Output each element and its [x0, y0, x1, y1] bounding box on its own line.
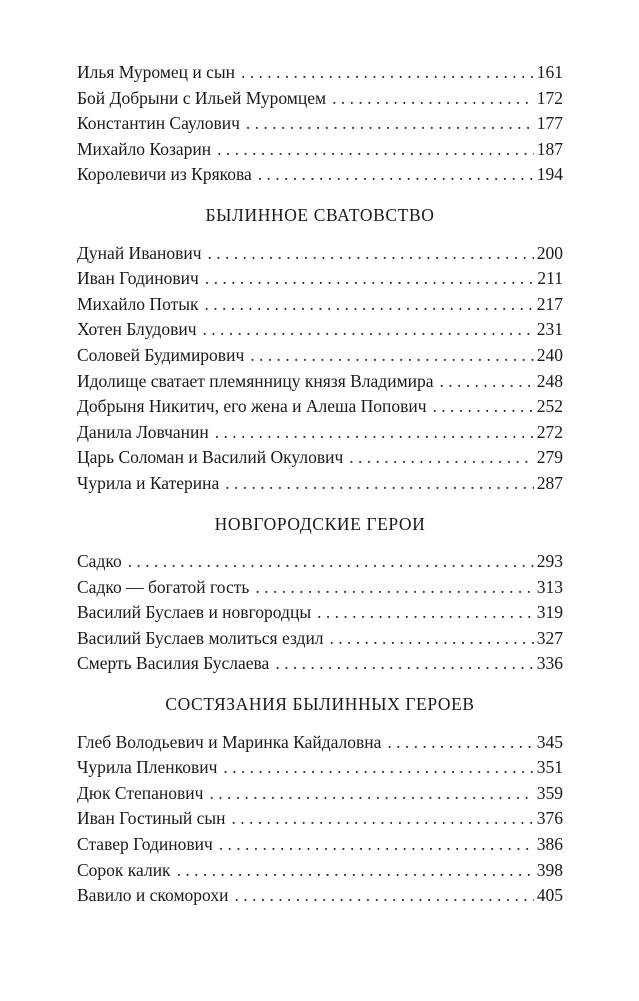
toc-entry-title: Илья Муромец и сын [77, 62, 236, 82]
dot-leader [217, 137, 534, 163]
toc-entry-title: Идолище сватает племянницу князя Владимира [77, 370, 434, 391]
toc-entry [77, 755, 563, 781]
toc-entry-title: Чурила и Катерина [77, 472, 220, 493]
dot-leader [223, 755, 533, 781]
toc-entry-title: Иван Гостиный сын [77, 808, 226, 829]
toc-entry-title: Королевичи из Крякова [77, 164, 252, 185]
toc-entry-title: Царь Соломан и Василий Окулович [77, 447, 344, 468]
toc-entry-title: Хотен Блудович [77, 319, 197, 340]
toc-entry-page: 376 [536, 808, 563, 829]
toc-entry-page: 319 [536, 602, 563, 623]
toc-entry [77, 471, 563, 497]
toc-entry-title: Иван Годинович [77, 268, 199, 289]
toc-entry-page: 272 [536, 421, 563, 442]
dot-leader [349, 445, 533, 471]
section-heading: НОВГОРОДСКИЕ ГЕРОИ [214, 513, 426, 534]
section-heading: СОСТЯЗАНИЯ БЫЛИННЫХ ГЕРОЕВ [165, 694, 475, 715]
dot-leader [250, 343, 534, 369]
toc-entry-page: 217 [536, 293, 563, 314]
toc-entry [77, 600, 563, 626]
toc-entry [77, 420, 563, 446]
toc-entry-page: 161 [536, 62, 563, 82]
toc-entry-page: 240 [536, 344, 563, 365]
toc-entry-page: 313 [536, 576, 563, 597]
dot-leader [234, 883, 533, 909]
toc-entry [77, 832, 563, 858]
toc-entry-page: 194 [536, 164, 563, 185]
toc-entry-title: Смерть Василия Буслаева [77, 653, 270, 674]
dot-leader [205, 292, 534, 318]
toc-entry-page: 398 [536, 859, 563, 880]
toc-entry [77, 445, 563, 471]
toc-entry-page: 359 [536, 782, 563, 803]
toc-entry [77, 317, 563, 343]
toc-entry-page: 327 [536, 627, 563, 648]
dot-leader [209, 781, 533, 807]
dot-leader [177, 858, 534, 884]
toc-entry-title: Соловей Будимирович [77, 344, 245, 365]
toc-entry-title: Глеб Володьевич и Маринка Кайдаловна [77, 731, 382, 752]
dot-leader [258, 162, 534, 188]
toc-entry-title: Добрыня Никитич, его жена и Алеша Попович [77, 396, 427, 417]
toc-entry [77, 394, 563, 420]
toc-entry [77, 781, 563, 807]
toc-entry-title: Василий Буслаев молиться ездил [77, 627, 324, 648]
toc-entry-title: Михайло Потык [77, 293, 199, 314]
dot-leader [332, 86, 534, 112]
toc-entry-title: Бой Добрыни с Ильей Муромцем [77, 87, 327, 108]
toc-entry [77, 651, 563, 677]
dot-leader [215, 420, 534, 446]
toc-entry-page: 211 [537, 268, 563, 289]
toc-entry-page: 252 [536, 396, 563, 417]
toc-entry-page: 172 [536, 87, 563, 108]
dot-leader [241, 60, 534, 86]
toc-entry [77, 626, 563, 652]
toc-entry [77, 343, 563, 369]
toc-entry [77, 575, 563, 601]
dot-leader [205, 266, 535, 292]
dot-leader [433, 394, 534, 420]
toc-entry-title: Константин Саулович [77, 113, 240, 134]
dot-leader [203, 317, 534, 343]
dot-leader [219, 832, 534, 858]
toc-entry-page: 351 [536, 757, 563, 778]
dot-leader [246, 111, 534, 137]
toc-entry-title: Вавило и скоморохи [77, 885, 229, 906]
toc-entry-page: 231 [536, 319, 563, 340]
toc-entry [77, 858, 563, 884]
toc-entry [77, 111, 563, 137]
dot-leader [128, 549, 534, 575]
toc-entry [77, 369, 563, 395]
toc-entry-title: Ставер Годинович [77, 834, 213, 855]
toc-entry [77, 806, 563, 832]
dot-leader [225, 471, 533, 497]
dot-leader [231, 806, 533, 832]
toc-entry [77, 241, 563, 267]
toc-entry-page: 287 [536, 472, 563, 493]
toc-entry-page: 336 [536, 653, 563, 674]
toc-entry [77, 86, 563, 112]
toc-section-novgorod-heroes [77, 512, 563, 678]
toc-section-matchmaking [77, 203, 563, 497]
toc-section-contests [77, 692, 563, 909]
toc-entry [77, 292, 563, 318]
toc-entry-title: Дюк Степанович [77, 782, 204, 803]
dot-leader [317, 600, 534, 626]
toc-entry-page: 405 [536, 885, 563, 906]
toc-entry [77, 60, 563, 86]
section-heading: БЫЛИННОЕ СВАТОВСТВО [205, 204, 435, 225]
dot-leader [387, 730, 533, 756]
dot-leader [208, 241, 534, 267]
dot-leader [330, 626, 534, 652]
toc-entry-title: Садко — богатой гость [77, 576, 250, 597]
toc-entry-page: 187 [536, 138, 563, 159]
toc-entry [77, 549, 563, 575]
toc-entry [77, 266, 563, 292]
dot-leader [275, 651, 533, 677]
dot-leader [440, 369, 534, 395]
toc-entry-page: 386 [536, 834, 563, 855]
toc-entry-title: Чурила Пленкович [77, 757, 218, 778]
table-of-contents [77, 60, 563, 909]
toc-entry-page: 279 [536, 447, 563, 468]
toc-entry-page: 248 [536, 370, 563, 391]
toc-entry-title: Василий Буслаев и новгородцы [77, 602, 312, 623]
toc-entry-title: Данила Ловчанин [77, 421, 209, 442]
toc-entry-page: 200 [536, 242, 563, 263]
toc-entry [77, 730, 563, 756]
toc-entry [77, 883, 563, 909]
toc-entry [77, 137, 563, 163]
toc-section-continuation [77, 60, 563, 188]
toc-entry [77, 162, 563, 188]
toc-entry-page: 177 [536, 113, 563, 134]
toc-entry-title: Михайло Козарин [77, 138, 212, 159]
toc-entry-title: Сорок калик [77, 859, 171, 880]
toc-entry-page: 293 [536, 551, 563, 572]
dot-leader [255, 575, 533, 601]
toc-entry-title: Садко [77, 551, 122, 572]
toc-entry-title: Дунай Иванович [77, 242, 202, 263]
toc-entry-page: 345 [536, 731, 563, 752]
